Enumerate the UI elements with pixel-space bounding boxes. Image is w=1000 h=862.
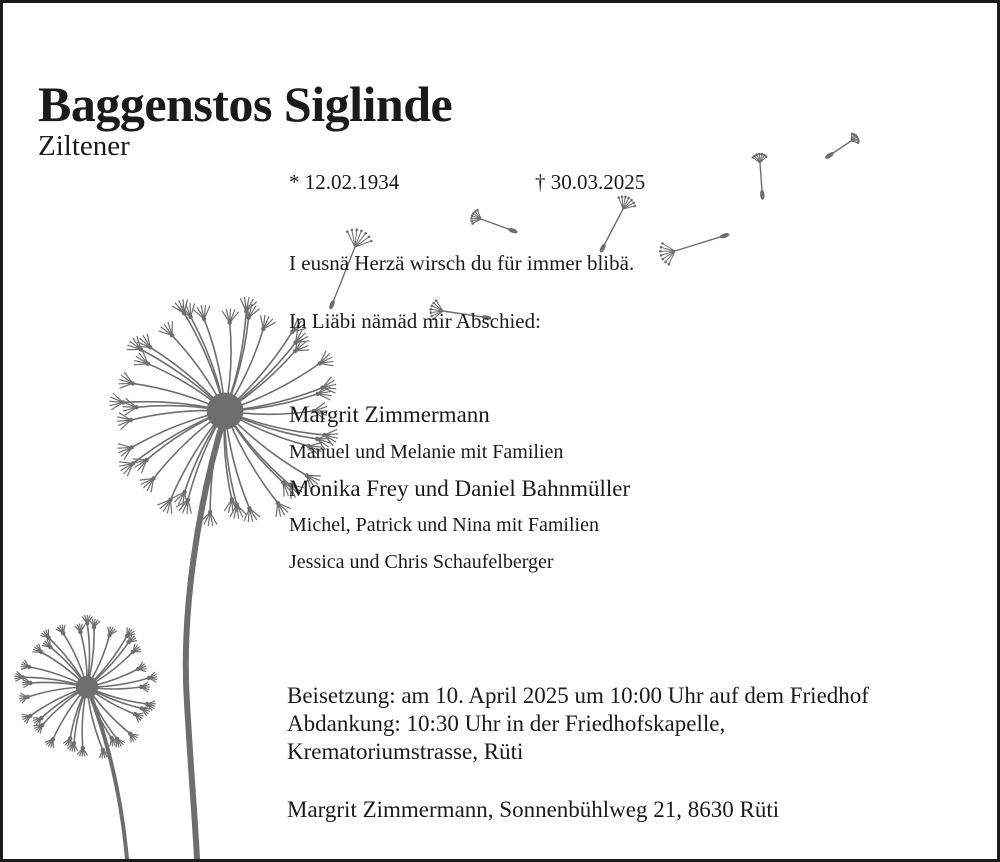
floating-seed <box>470 209 518 235</box>
maiden-name: Ziltener <box>38 130 130 162</box>
deceased-name: Baggenstos Siglinde <box>38 76 453 132</box>
floating-seed <box>598 195 636 253</box>
mourner-name: Margrit Zimmermann <box>289 402 490 427</box>
memorial-quote: I eusnä Herzä wirsch du für immer blibä. <box>289 251 635 275</box>
service-info: Abdankung: 10:30 Uhr in der Friedhofskapelle, <box>287 711 726 736</box>
contact-address: Margrit Zimmermann, Sonnenbühlweg 21, 8630 Rüti <box>287 797 780 822</box>
dandelion-stem <box>89 691 127 859</box>
mourner-name: Michel, Patrick und Nina mit Familien <box>289 514 599 536</box>
farewell-intro: In Liäbi nämäd mir Abschied: <box>289 309 541 333</box>
mourner-name: Monika Frey und Daniel Bahnmüller <box>289 476 631 501</box>
service-location: Krematoriumstrasse, Rüti <box>287 739 524 764</box>
floating-seed <box>659 232 730 265</box>
death-date: † 30.03.2025 <box>535 170 646 194</box>
floating-seed <box>752 153 768 200</box>
dandelion-head <box>14 615 157 759</box>
birth-date: * 12.02.1934 <box>289 170 400 194</box>
dandelion-stem <box>186 415 225 859</box>
burial-info: Beisetzung: am 10. April 2025 um 10:00 Uhr auf dem Friedhof <box>287 683 869 708</box>
mourner-name: Manuel und Melanie mit Familien <box>289 441 564 463</box>
mourner-name: Jessica und Chris Schaufelberger <box>289 551 554 573</box>
floating-seed <box>824 133 860 161</box>
